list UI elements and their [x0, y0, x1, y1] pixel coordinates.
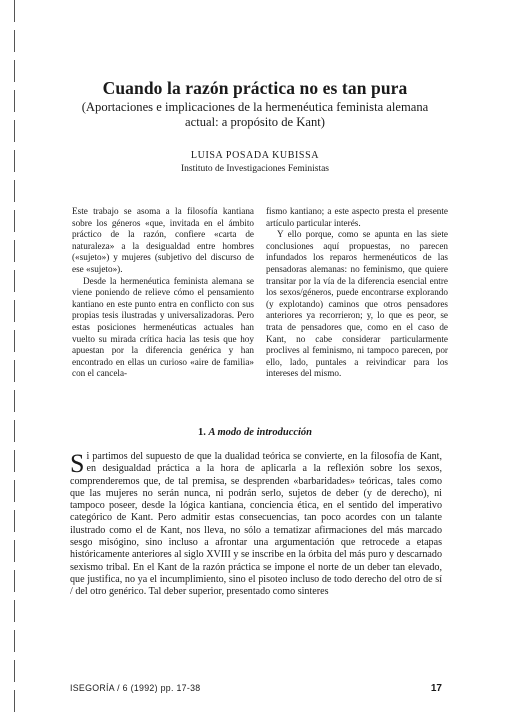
- journal-citation: ISEGORÍA / 6 (1992) pp. 17-38: [70, 683, 201, 693]
- article-title: Cuando la razón práctica no es tan pura: [102, 78, 408, 98]
- body-paragraph: [70, 451, 442, 599]
- document-page: [66, 0, 448, 720]
- page-number: 17: [430, 683, 442, 694]
- article-subtitle: (Aportaciones e implicaciones de la hermenéutica feminista alemana actual: a propósito de Kant): [81, 100, 429, 129]
- section-number: 1.: [197, 427, 206, 438]
- section-heading: [66, 427, 444, 438]
- body-paragraph-text: i partimos del supuesto de que la dualidad teórica se convierte, en la filosofía de Kant, en desigualdad práctica a la hora de aplicarla a la reflexión sobre los sexos, comprenderemos que, de tal premisa, se desprenden «barbaridades» teóricas, tales como que las mujeres no serán nunca, ni podrán serlo, sujetos de deber (y de derecho), ni tampoco poseer, desde la lógica kantiana, conciencia ética, en el sentido del imperativo categórico de Kant. Pero admitir estas consecuencias, tan poco acordes con un talante ilustrado como el de Kant, nos lleva, no sólo a tematizar afirmaciones del más marcado sesgo misógino, sino incluso a afrontar una argumentación que retrocede a etapas históricamente anteriores al siglo XVIII y se inscribe en la órbita del más puro y descarnado sexismo tribal. En el Kant de la razón práctica se impone el norte de un deber tan elevado, que justifica, no ya el incumplimiento, sino el pisoteo incluso de todo derecho del otro de sí / del otro genérico. Tal deber superior, presentado como sinteres: [70, 451, 442, 598]
- abstract-paragraph: fismo kantiano; a este aspecto presta el presente artículo particular interés.: [266, 206, 448, 228]
- abstract-left-column: [72, 206, 254, 380]
- abstract-paragraph: Este trabajo se asoma a la filosofía kantiana sobre los géneros «que, invitada en el ámbito práctico de la razón, confiere «carta de naturaleza» a la desigualdad entre hombres («sujeto») y mujeres (subjetivo del discurso de ese «sujeto»).: [72, 206, 254, 274]
- abstract-columns: [66, 206, 448, 420]
- abstract-right-column: [266, 206, 448, 380]
- abstract-paragraph: Desde la hermenéutica feminista alemana se viene poniendo de relieve cómo el pensamiento kantiano en este punto entra en conflicto con sus propias tesis ilustradas y universalizadoras. Pero estas posiciones hermenéuticas actuales han vuelto su mirada crítica hacia las tesis que hoy apuestan por la diferencia genérica y han encontrado en ellas un curioso «aire de familia» con el cancela-: [72, 275, 254, 379]
- drop-cap: S: [70, 449, 85, 478]
- author-affiliation: Instituto de Investigaciones Feministas: [180, 164, 330, 174]
- scan-margin-line: [14, 0, 15, 720]
- author-name: LUISA POSADA KUBISSA: [190, 150, 320, 161]
- section-title: A modo de introducción: [208, 427, 313, 438]
- abstract-paragraph: Y ello porque, como se apunta en las siete conclusiones aquí propuestas, no parecen infundados los reparos hermenéuticos de las pensadoras alemanas: no feminismo, que quiere transitar por la vía de la diferencia esencial entre los sexos/géneros, puede encontrarse explorando (y explotando) caminos que otros pensadores anteriores ya recorrieron; y, lo que es peor, se trata de pensadores que, como en el caso de Kant, no cabe considerar particularmente proclives al feminismo, ni tampoco parecen, por ello, lado, puntales a reivindicar para los intereses del mismo.: [266, 229, 448, 379]
